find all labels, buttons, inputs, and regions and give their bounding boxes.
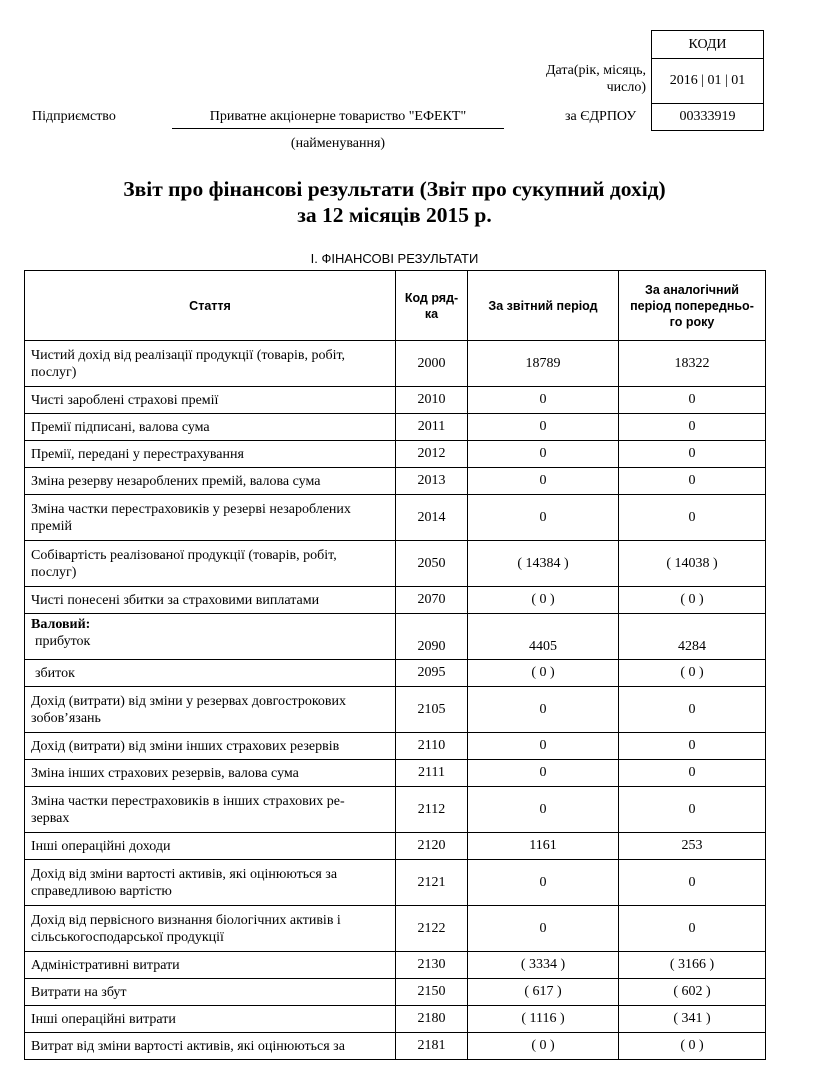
row-article <box>25 906 396 952</box>
row-article <box>25 387 396 414</box>
row-code: 2013 <box>396 468 468 495</box>
row-current: 0 <box>468 860 619 906</box>
table-row <box>25 541 766 587</box>
row-current: 1161 <box>468 833 619 860</box>
row-previous: ( 602 ) <box>619 979 766 1006</box>
row-code: 2010 <box>396 387 468 414</box>
row-article-line: зобов’язань <box>31 710 101 726</box>
row-previous: 4284 <box>619 614 766 660</box>
row-previous: 0 <box>619 860 766 906</box>
row-previous: 18322 <box>619 341 766 387</box>
table-row <box>25 787 766 833</box>
row-current: 0 <box>468 495 619 541</box>
table-row <box>25 387 766 414</box>
row-article-line: Дохід (витрати) від зміни інших страхових резервів <box>31 738 340 754</box>
row-code: 2000 <box>396 341 468 387</box>
row-code: 2012 <box>396 441 468 468</box>
row-code: 2121 <box>396 860 468 906</box>
header-code <box>396 271 468 341</box>
page-title <box>0 176 789 228</box>
row-article-line: Премії, передані у перестрахування <box>31 446 244 462</box>
row-previous: ( 0 ) <box>619 1033 766 1060</box>
row-article-line: сільськогосподарської продукції <box>31 929 224 945</box>
row-article-line: Витрати на збут <box>31 984 127 1000</box>
row-article <box>25 687 396 733</box>
row-article-line: Зміна частки перестраховиків у резерві незароблених <box>31 501 351 517</box>
row-current: 0 <box>468 906 619 952</box>
row-article-line: Зміна інших страхових резервів, валова сума <box>31 765 299 781</box>
codes-box <box>651 30 764 131</box>
row-code: 2180 <box>396 1006 468 1033</box>
row-previous: ( 0 ) <box>619 587 766 614</box>
header-article: Стаття <box>25 271 396 341</box>
row-current: 0 <box>468 733 619 760</box>
row-article-line: Витрат від зміни вартості активів, які оцінюються за <box>31 1038 345 1054</box>
row-current: 0 <box>468 787 619 833</box>
financial-results-table <box>24 270 766 1060</box>
header-previous <box>619 271 766 341</box>
row-previous: 0 <box>619 468 766 495</box>
date-label-line1: Дата(рік, місяць, <box>545 63 646 78</box>
row-article <box>25 541 396 587</box>
row-article <box>25 660 396 687</box>
table-header-row <box>25 271 766 341</box>
row-previous: 0 <box>619 687 766 733</box>
codes-header: КОДИ <box>652 31 764 59</box>
row-code: 2130 <box>396 952 468 979</box>
row-previous: 253 <box>619 833 766 860</box>
edrpou-label: за ЄДРПОУ <box>565 109 637 124</box>
row-current: ( 0 ) <box>468 587 619 614</box>
row-article-line: Чисті понесені збитки за страховими виплатами <box>31 592 320 608</box>
row-code: 2120 <box>396 833 468 860</box>
name-caption: (найменування) <box>290 136 386 151</box>
row-current: ( 0 ) <box>468 1033 619 1060</box>
row-code: 2011 <box>396 414 468 441</box>
section-title: І. ФІНАНСОВІ РЕЗУЛЬТАТИ <box>310 251 479 266</box>
row-article-line: послуг) <box>31 364 77 380</box>
table-row <box>25 660 766 687</box>
row-article-line: Інші операційні витрати <box>31 1011 176 1027</box>
table-row <box>25 952 766 979</box>
table-row <box>25 1006 766 1033</box>
row-article <box>25 787 396 833</box>
row-article-line: Зміна резерву незароблених премій, валова сума <box>31 473 321 489</box>
row-article <box>25 979 396 1006</box>
title-line2: за 12 місяців 2015 р. <box>297 203 492 227</box>
row-article <box>25 1006 396 1033</box>
row-code: 2014 <box>396 495 468 541</box>
row-article-line: Дохід від зміни вартості активів, які оцінюються за <box>31 866 338 882</box>
table-row <box>25 979 766 1006</box>
header-current: За звітний період <box>468 271 619 341</box>
row-previous: 0 <box>619 387 766 414</box>
row-code: 2110 <box>396 733 468 760</box>
table-row <box>25 906 766 952</box>
row-current: 0 <box>468 441 619 468</box>
table-row <box>25 341 766 387</box>
row-article-line: послуг) <box>31 564 77 580</box>
row-article <box>25 614 396 660</box>
row-article <box>25 833 396 860</box>
date-value: 2016 | 01 | 01 <box>652 59 764 104</box>
row-article-line: збиток <box>35 665 75 681</box>
row-current: 0 <box>468 760 619 787</box>
row-previous: ( 3166 ) <box>619 952 766 979</box>
header-code-line2: ка <box>424 306 439 321</box>
row-previous: 0 <box>619 787 766 833</box>
row-current: 0 <box>468 387 619 414</box>
row-current: 18789 <box>468 341 619 387</box>
table-row <box>25 833 766 860</box>
row-previous: 0 <box>619 733 766 760</box>
row-article-line: Дохід (витрати) від зміни у резервах довгострокових <box>31 693 347 709</box>
row-article <box>25 441 396 468</box>
row-article <box>25 587 396 614</box>
row-code: 2050 <box>396 541 468 587</box>
header-previous-line3: го року <box>669 314 715 329</box>
row-previous: ( 14038 ) <box>619 541 766 587</box>
date-label <box>530 62 646 96</box>
row-previous: 0 <box>619 495 766 541</box>
row-article <box>25 1033 396 1060</box>
table-row <box>25 614 766 660</box>
table-row <box>25 441 766 468</box>
row-article-line: Премії підписані, валова сума <box>31 419 210 435</box>
row-bold-heading: Валовий: <box>31 617 91 632</box>
row-previous: 0 <box>619 441 766 468</box>
table-row <box>25 687 766 733</box>
row-current: ( 0 ) <box>468 660 619 687</box>
table-row <box>25 860 766 906</box>
header-code-line1: Код ряд- <box>404 290 459 305</box>
enterprise-name: Приватне акціонерне товариство "ЕФЕКТ" <box>209 109 467 124</box>
table-row <box>25 587 766 614</box>
row-previous: 0 <box>619 760 766 787</box>
row-article-line: Собівартість реалізованої продукції (товарів, робіт, <box>31 547 337 563</box>
row-current: ( 14384 ) <box>468 541 619 587</box>
row-current: ( 1116 ) <box>468 1006 619 1033</box>
row-current: ( 3334 ) <box>468 952 619 979</box>
row-article <box>25 860 396 906</box>
row-article-line: Адміністративні витрати <box>31 957 180 973</box>
row-article-line: справедливою вартістю <box>31 883 172 899</box>
row-current: 4405 <box>468 614 619 660</box>
row-current: ( 617 ) <box>468 979 619 1006</box>
row-code: 2105 <box>396 687 468 733</box>
row-code: 2150 <box>396 979 468 1006</box>
row-article <box>25 468 396 495</box>
enterprise-label: Підприємство <box>32 109 116 124</box>
table-row <box>25 414 766 441</box>
row-article-line: зервах <box>31 810 70 826</box>
row-previous: 0 <box>619 906 766 952</box>
row-current: 0 <box>468 468 619 495</box>
row-article-line: Інші операційні доходи <box>31 838 171 854</box>
row-current: 0 <box>468 414 619 441</box>
row-article <box>25 414 396 441</box>
row-code: 2111 <box>396 760 468 787</box>
row-code: 2122 <box>396 906 468 952</box>
row-article <box>25 760 396 787</box>
title-line1: Звіт про фінансові результати (Звіт про сукупний дохід) <box>123 177 666 201</box>
header-previous-line2: період попередньо- <box>630 298 754 313</box>
row-code: 2095 <box>396 660 468 687</box>
row-article <box>25 952 396 979</box>
table-row <box>25 760 766 787</box>
table-row <box>25 468 766 495</box>
edrpou-value: 00333919 <box>652 104 764 131</box>
row-code: 2181 <box>396 1033 468 1060</box>
date-label-line2: число) <box>606 80 646 95</box>
row-previous: ( 341 ) <box>619 1006 766 1033</box>
row-previous: ( 0 ) <box>619 660 766 687</box>
row-previous: 0 <box>619 414 766 441</box>
enterprise-underline <box>172 128 504 129</box>
row-code: 2090 <box>396 614 468 660</box>
row-code: 2070 <box>396 587 468 614</box>
table-row <box>25 495 766 541</box>
row-article-line: Зміна частки перестраховиків в інших страхових ре- <box>31 793 345 809</box>
row-article-line: Дохід від первісного визнання біологічних активів і <box>31 912 341 928</box>
row-code: 2112 <box>396 787 468 833</box>
row-article <box>25 341 396 387</box>
row-current: 0 <box>468 687 619 733</box>
row-article <box>25 733 396 760</box>
table-row <box>25 1033 766 1060</box>
row-article-line: премій <box>31 518 72 534</box>
row-article-line: Чистий дохід від реалізації продукції (товарів, робіт, <box>31 347 346 363</box>
row-article <box>25 495 396 541</box>
header-previous-line1: За аналогічний <box>645 282 739 297</box>
row-article-line: прибуток <box>35 634 91 649</box>
row-article-line: Чисті зароблені страхові премії <box>31 392 219 408</box>
table-row <box>25 733 766 760</box>
